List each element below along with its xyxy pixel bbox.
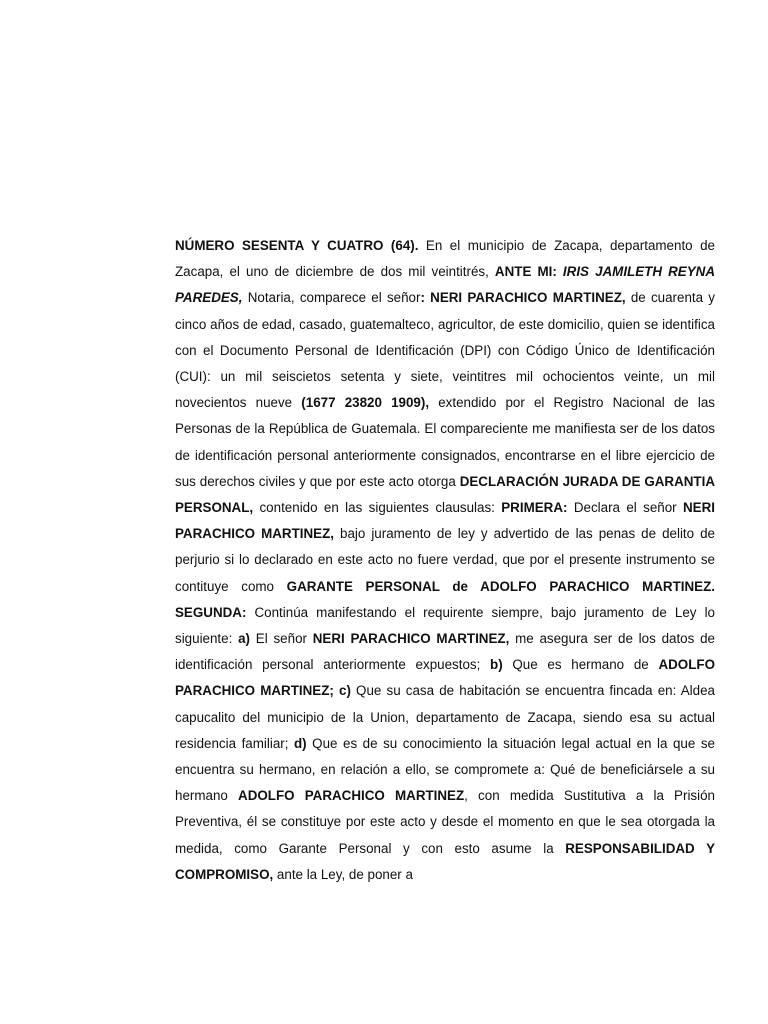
segment-bold: a) [238, 631, 251, 647]
segment-text: extendido por el Registro Nacional de las Personas de la República de Guatemala. El compareciente me manifiesta ser de los datos de identificación personal anteriormente consignados, encontrarse en el libre ejercicio de sus derechos civiles y que por este acto otorga [175, 395, 716, 489]
segment-bold: GARANTE PERSONAL de ADOLFO PARACHICO MARTINEZ. SEGUNDA: [175, 578, 716, 620]
segment-bold: DECLARACIÓN JURADA DE GARANTIA PERSONAL, [175, 473, 715, 516]
segment-text: , con medida Sustitutiva a la Prisión Preventiva, él se constituye por este acto y desde el momento en que le sea otorgada la medida, como Garante Personal y con esto asume la [175, 788, 715, 856]
segment-bold: NERI PARACHICO MARTINEZ, [175, 500, 715, 542]
segment-text: ante la Ley, de poner a [273, 866, 413, 882]
segment-bold: NÚMERO SESENTA Y CUATRO (64). [175, 238, 419, 253]
segment-text: Declara el señor [567, 500, 683, 516]
segment-text: Que su casa de habitación se encuentra fincada en: Aldea capucalito del municipio de la Union, departamento de Zacapa, siendo esa su actual residencia familiar; [175, 683, 716, 751]
segment-bold: NERI PARACHICO MARTINEZ, [312, 631, 510, 647]
segment-text: Notaria, comparece el señor [242, 290, 421, 306]
segment-bold: : NERI PARACHICO MARTINEZ, [420, 290, 626, 306]
segment-text: bajo juramento de ley y advertido de las penas de delito de perjurio si lo declarado en este acto no fuere verdad, que por el presente instrumento se contituye como [175, 526, 715, 594]
segment-text: El señor [250, 631, 313, 647]
segment-bold: d) [293, 735, 307, 751]
segment-text: Que es de su conocimiento la situación legal actual en la que se encuentra su hermano, en relación a ello, se compromete a: Qué de beneficiársele a su hermano [175, 735, 715, 804]
segment-bold: ADOLFO PARACHICO MARTINEZ [238, 788, 465, 804]
segment-italic: IRIS JAMILETH REYNA PAREDES, [175, 264, 715, 306]
segment-bold: b) [490, 657, 503, 673]
segment-bold: RESPONSABILIDAD Y COMPROMISO, [175, 840, 715, 882]
segment-bold: (1677 23820 1909), [301, 395, 430, 411]
deed-paragraph [175, 233, 715, 888]
segment-text: de cuarenta y cinco años de edad, casado, guatemalteco, agricultor, de este domicilio, quien se identifica con el Documento Personal de Identificación (DPI) con Código Único de Identificación (CUI): un mil seiscietos setenta y siete, veintitres mil ochocientos veinte, un mil novecientos nueve [175, 290, 715, 411]
segment-text: Continúa manifestando el requirente siempre, bajo juramento de Ley lo siguiente: [175, 604, 715, 647]
segment-text: Que es hermano de [502, 657, 659, 673]
segment-bold: PRIMERA: [501, 500, 568, 516]
segment-text: contenido en las siguientes clausulas: [253, 500, 502, 516]
segment-bold: ADOLFO PARACHICO MARTINEZ; c) [175, 657, 715, 699]
segment-bold: ANTE MI: [494, 264, 563, 280]
segment-text: En el municipio de Zacapa, departamento de Zacapa, el uno de diciembre de dos mil veintitrés, [175, 238, 715, 280]
segment-text: me asegura ser de los datos de identificación personal anteriormente expuestos; [175, 631, 715, 673]
